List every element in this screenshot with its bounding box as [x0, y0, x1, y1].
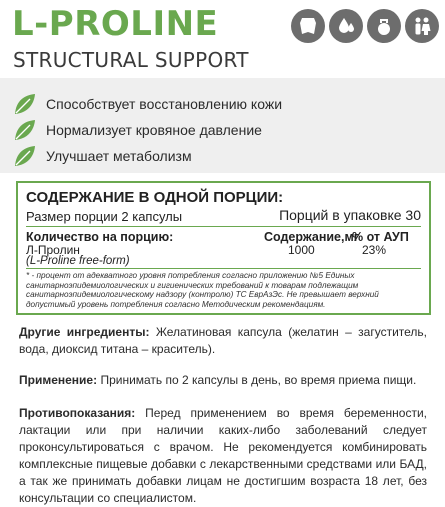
benefit-text: Нормализует кровяное давление — [46, 122, 262, 138]
contraindications-label: Противопоказания: — [19, 406, 136, 420]
product-title: L-PROLINE — [12, 4, 219, 44]
ingredient-mg: 1000 — [288, 243, 315, 257]
leaf-icon — [12, 91, 38, 117]
content-column-header: Содержание,мг — [264, 230, 359, 244]
nutrition-facts-box — [16, 181, 431, 315]
ingredient-name: Л-Пролин — [26, 243, 80, 257]
usage-label: Применение: — [19, 373, 98, 387]
leather-icon — [291, 9, 325, 43]
benefit-item — [12, 117, 262, 143]
ingredient-dv: 23% — [362, 243, 387, 257]
servings-per-pack: Порций в упаковке 30 — [279, 207, 421, 223]
benefits-band — [0, 78, 445, 173]
leaf-icon — [12, 117, 38, 143]
contraindications-text: Перед применением во время беременности, лактации или при наличии каких-либо заболеваний следует проконсультироваться с врачом. Не рекомендуется комбинировать комплексные пищевые добавки с лекарственными средствами или БАД, а так же принимать добавки лицам не достигшим возраста 18 лет, без консультации со специалистом. — [19, 406, 427, 505]
other-ingredients-label: Другие ингредиенты: — [19, 325, 150, 339]
people-icon — [405, 9, 439, 43]
leaf-icon — [12, 143, 38, 169]
drop-icon — [329, 9, 363, 43]
qty-column-header: Количество на порцию: — [26, 230, 174, 244]
usage — [19, 372, 427, 389]
dv-column-header: % от АУП — [352, 230, 409, 244]
usage-text: Принимать по 2 капсулы в день, во время приема пищи. — [97, 373, 417, 387]
serving-size: Размер порции 2 капсулы — [26, 209, 183, 224]
feature-icons — [291, 9, 439, 43]
benefit-text: Способствует восстановлению кожи — [46, 96, 283, 112]
benefit-item — [12, 143, 192, 169]
divider — [26, 226, 421, 227]
divider — [26, 268, 421, 269]
ingredient-subname: (L-Proline free-form) — [26, 255, 130, 267]
other-ingredients-text: Желатиновая капсула (желатин – загуститель, вода, диоксид титана – краситель). — [19, 325, 427, 356]
other-ingredients — [19, 324, 427, 358]
kettlebell-icon — [367, 9, 401, 43]
serving-heading: СОДЕРЖАНИЕ В ОДНОЙ ПОРЦИИ: — [26, 189, 284, 206]
benefit-item — [12, 91, 282, 117]
product-subtitle: STRUCTURAL SUPPORT — [13, 48, 249, 72]
contraindications — [19, 405, 427, 507]
benefit-text: Улучшает метаболизм — [46, 148, 192, 164]
footnote: * - процент от адекватного уровня потребления согласно приложению №5 Единых санитарноэпидемиологических и гигиенических требований к товарам подлежащим санитарноэпидемиологическому надзору (контролю) ТС ЕврАзЭс. Не превышает верхний допустимый уровень потребления согласно Методическим рекомендациям. — [26, 271, 379, 309]
